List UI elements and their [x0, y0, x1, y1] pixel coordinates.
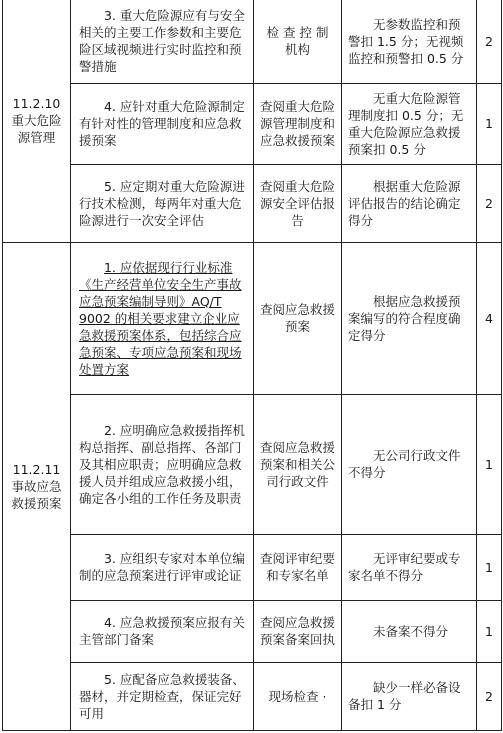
score-cell — [477, 0, 502, 83]
score-cell — [477, 662, 502, 730]
requirement-text: 2. 应明确应急救援指挥机构总指挥、副总指挥、各部门及其相应职责；应明确应急救援人员并组成应急救援小组，确定各小组的工作任务及职责 — [79, 422, 245, 506]
standard-cell — [342, 164, 477, 242]
method-text: 查阅应急救援预案备案回执 — [260, 615, 336, 647]
requirement-text: 4. 应急救援预案应报有关主管部门备案 — [79, 615, 245, 647]
score-value: 4 — [485, 310, 493, 326]
standard-text: 无重大危险源管理制度扣 0.5 分；无重大危险源应急救援预案扣 0.5 分 — [348, 90, 464, 157]
requirement-text: 3. 重大危险源应有与安全相关的主要工作参数和主要危险区域视频进行实时监控和预警措施 — [79, 8, 245, 75]
table-row — [3, 534, 502, 600]
standard-cell — [342, 600, 477, 662]
category-cell — [3, 242, 71, 730]
method-cell — [254, 0, 342, 83]
scoring-table — [2, 0, 502, 731]
method-cell — [254, 534, 342, 600]
standard-text: 未备案不得分 — [373, 623, 449, 639]
requirement-text: 5. 应定期对重大危险源进行技术检测，每两年对重大危险源进行一次安全评估 — [79, 178, 245, 228]
score-cell — [477, 600, 502, 662]
table-row — [3, 0, 502, 83]
score-value: 1 — [485, 559, 493, 575]
score-cell — [477, 534, 502, 600]
method-text: 查阅重大危险源管理制度和应急救援预案 — [260, 99, 336, 148]
requirement-cell — [71, 534, 254, 600]
standard-text: 根据应急救援预案编写的符合程度确定得分 — [348, 293, 461, 343]
requirement-cell — [71, 164, 254, 242]
requirement-cell — [71, 662, 254, 730]
table-row — [3, 662, 502, 730]
category-label: 11.2.10 重大危险 源管理 — [11, 96, 62, 146]
standard-cell — [342, 394, 477, 534]
method-cell — [254, 83, 342, 164]
score-value: 2 — [485, 195, 493, 211]
score-cell — [477, 164, 502, 242]
score-value: 2 — [485, 688, 493, 704]
table-row — [3, 600, 502, 662]
standard-text: 缺少一样必备设备扣 1 分 — [348, 680, 461, 712]
requirement-text: 3. 应组织专家对本单位编制的应急预案进行评审或论证 — [79, 551, 245, 583]
table-row — [3, 83, 502, 164]
score-value: 1 — [485, 456, 493, 472]
table-row — [3, 242, 502, 394]
method-text: 查阅应急救援预案和相关公司行政文件 — [260, 439, 336, 489]
method-text: 现场检查 · — [268, 688, 327, 704]
requirement-cell — [71, 394, 254, 534]
table-row — [3, 164, 502, 242]
table-row — [3, 394, 502, 534]
standard-text: 根据重大危险源评估报告的结论确定得分 — [348, 178, 461, 228]
method-text: 检 查 控 制 机构 — [266, 25, 329, 58]
requirement-cell — [71, 83, 254, 164]
method-text: 查阅应急救援预案 — [260, 302, 336, 334]
score-value: 1 — [485, 116, 493, 131]
requirement-cell — [71, 0, 254, 83]
score-value: 2 — [485, 33, 493, 49]
standard-text: 无公司行政文件不得分 — [348, 448, 461, 480]
standard-cell — [342, 0, 477, 83]
category-cell — [3, 0, 71, 242]
requirement-text: 1. 应依据现行行业标准《生产经营单位安全生产事故应急预案编制导则》AQ/T 9002 的相关要求建立企业应急救援预案体系，包括综合应急预案、专项应急预案和现场处置方案 — [79, 259, 242, 377]
requirement-cell — [71, 242, 254, 394]
method-cell — [254, 394, 342, 534]
score-cell — [477, 83, 502, 164]
requirement-text: 5. 应配备应急救援装备、器材，并定期检查，保证完好可用 — [79, 671, 245, 721]
requirement-text: 4. 应针对重大危险源制定有针对性的管理制度和应急救援预案 — [79, 99, 245, 148]
method-cell — [254, 662, 342, 730]
standard-text: 无评审纪要或专家名单不得分 — [348, 551, 461, 583]
method-text: 查阅重大危险源安全评估报告 — [260, 178, 336, 228]
score-cell — [477, 394, 502, 534]
standard-cell — [342, 242, 477, 394]
standard-cell — [342, 83, 477, 164]
score-value: 1 — [485, 623, 493, 639]
method-cell — [254, 164, 342, 242]
requirement-cell — [71, 600, 254, 662]
standard-cell — [342, 534, 477, 600]
method-cell — [254, 600, 342, 662]
standard-text: 无参数监控和预警扣 1.5 分；无视频监控和预警扣 0.5 分 — [348, 16, 464, 66]
category-label: 11.2.11 事故应急 救援预案 — [11, 461, 62, 511]
score-cell — [477, 242, 502, 394]
standard-cell — [342, 662, 477, 730]
method-cell — [254, 242, 342, 394]
method-text: 查阅评审纪要和专家名单 — [260, 551, 336, 583]
